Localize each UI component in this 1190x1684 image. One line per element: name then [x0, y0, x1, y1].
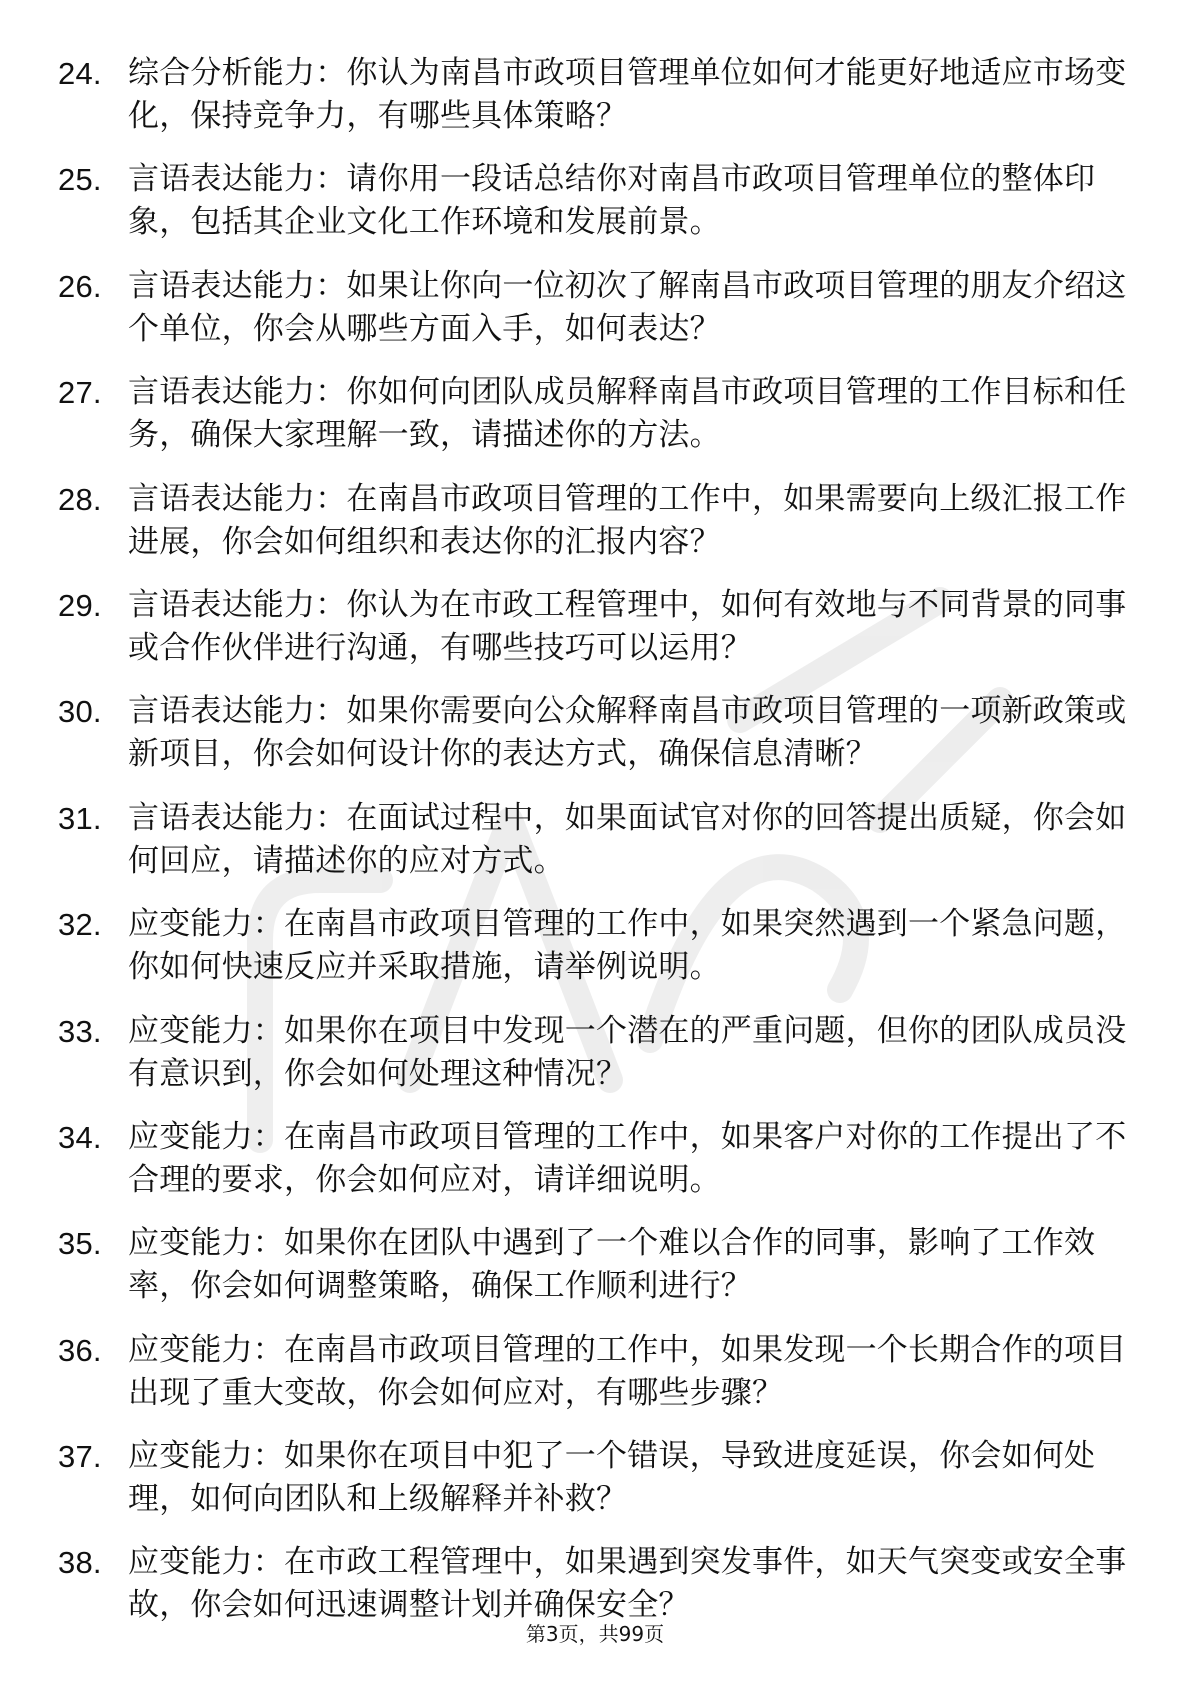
question-number: 29. — [58, 587, 102, 623]
question-text: 应变能力：如果你在项目中犯了一个错误，导致进度延误，你会如何处理，如何向团队和上级解释并补救？ — [128, 1438, 1096, 1518]
question-item — [58, 265, 1138, 351]
question-text: 应变能力：在南昌市政项目管理的工作中，如果突然遇到一个紧急问题，你如何快速反应并采取措施，请举例说明。 — [128, 906, 1127, 986]
question-number: 38. — [58, 1545, 102, 1581]
question-number: 37. — [58, 1439, 102, 1475]
question-text: 言语表达能力：请你用一段话总结你对南昌市政项目管理单位的整体印象，包括其企业文化工作环境和发展前景。 — [128, 161, 1096, 241]
question-number: 27. — [58, 375, 102, 411]
question-number: 35. — [58, 1226, 102, 1262]
question-number: 24. — [58, 56, 102, 91]
question-text: 言语表达能力：在南昌市政项目管理的工作中，如果需要向上级汇报工作进展，你会如何组织和表达你的汇报内容？ — [128, 480, 1127, 560]
question-number: 28. — [58, 481, 102, 517]
question-number: 30. — [58, 694, 102, 730]
question-text: 应变能力：在南昌市政项目管理的工作中，如果发现一个长期合作的项目出现了重大变故，你会如何应对，有哪些步骤？ — [128, 1331, 1127, 1411]
question-item — [58, 371, 1138, 457]
question-number: 31. — [58, 800, 102, 836]
question-text: 应变能力：在南昌市政项目管理的工作中，如果客户对你的工作提出了不合理的要求，你会如何应对，请详细说明。 — [128, 1118, 1127, 1198]
question-item — [58, 1116, 1138, 1202]
question-text: 应变能力：在市政工程管理中，如果遇到突发事件，如天气突变或安全事故，你会如何迅速调整计划并确保安全？ — [128, 1544, 1127, 1624]
question-text: 言语表达能力：如果你需要向公众解释南昌市政项目管理的一项新政策或新项目，你会如何设计你的表达方式，确保信息清晰？ — [128, 693, 1127, 773]
page-number-label: 第3页，共99页 — [525, 1622, 665, 1646]
question-number: 34. — [58, 1119, 102, 1155]
question-item — [58, 1435, 1138, 1521]
question-item — [58, 690, 1138, 776]
question-item — [58, 158, 1138, 244]
question-number: 32. — [58, 907, 102, 943]
question-item — [58, 584, 1138, 670]
question-text: 言语表达能力：你认为在市政工程管理中，如何有效地与不同背景的同事或合作伙伴进行沟通，有哪些技巧可以运用？ — [128, 586, 1127, 666]
question-number: 36. — [58, 1332, 102, 1368]
question-number: 26. — [58, 268, 102, 304]
question-number: 25. — [58, 162, 102, 198]
question-text: 言语表达能力：在面试过程中，如果面试官对你的回答提出质疑，你会如何回应，请描述你的应对方式。 — [128, 799, 1127, 879]
question-item — [58, 52, 1138, 138]
page-footer — [0, 1620, 1190, 1648]
question-item — [58, 1010, 1138, 1096]
question-item — [58, 797, 1138, 883]
question-item — [58, 1541, 1138, 1627]
question-item — [58, 1222, 1138, 1308]
question-text: 应变能力：如果你在项目中发现一个潜在的严重问题，但你的团队成员没有意识到，你会如何处理这种情况？ — [128, 1012, 1127, 1092]
question-item — [58, 903, 1138, 989]
question-item — [58, 478, 1138, 564]
question-text: 应变能力：如果你在团队中遇到了一个难以合作的同事，影响了工作效率，你会如何调整策略，确保工作顺利进行？ — [128, 1225, 1096, 1305]
question-list — [58, 52, 1138, 1648]
question-text: 言语表达能力：你如何向团队成员解释南昌市政项目管理的工作目标和任务，确保大家理解一致，请描述你的方法。 — [128, 374, 1127, 454]
question-number: 33. — [58, 1013, 102, 1049]
question-text: 综合分析能力：你认为南昌市政项目管理单位如何才能更好地适应市场变化，保持竞争力，有哪些具体策略？ — [128, 55, 1127, 134]
question-text: 言语表达能力：如果让你向一位初次了解南昌市政项目管理的朋友介绍这个单位，你会从哪些方面入手，如何表达？ — [128, 267, 1127, 347]
question-item — [58, 1329, 1138, 1415]
